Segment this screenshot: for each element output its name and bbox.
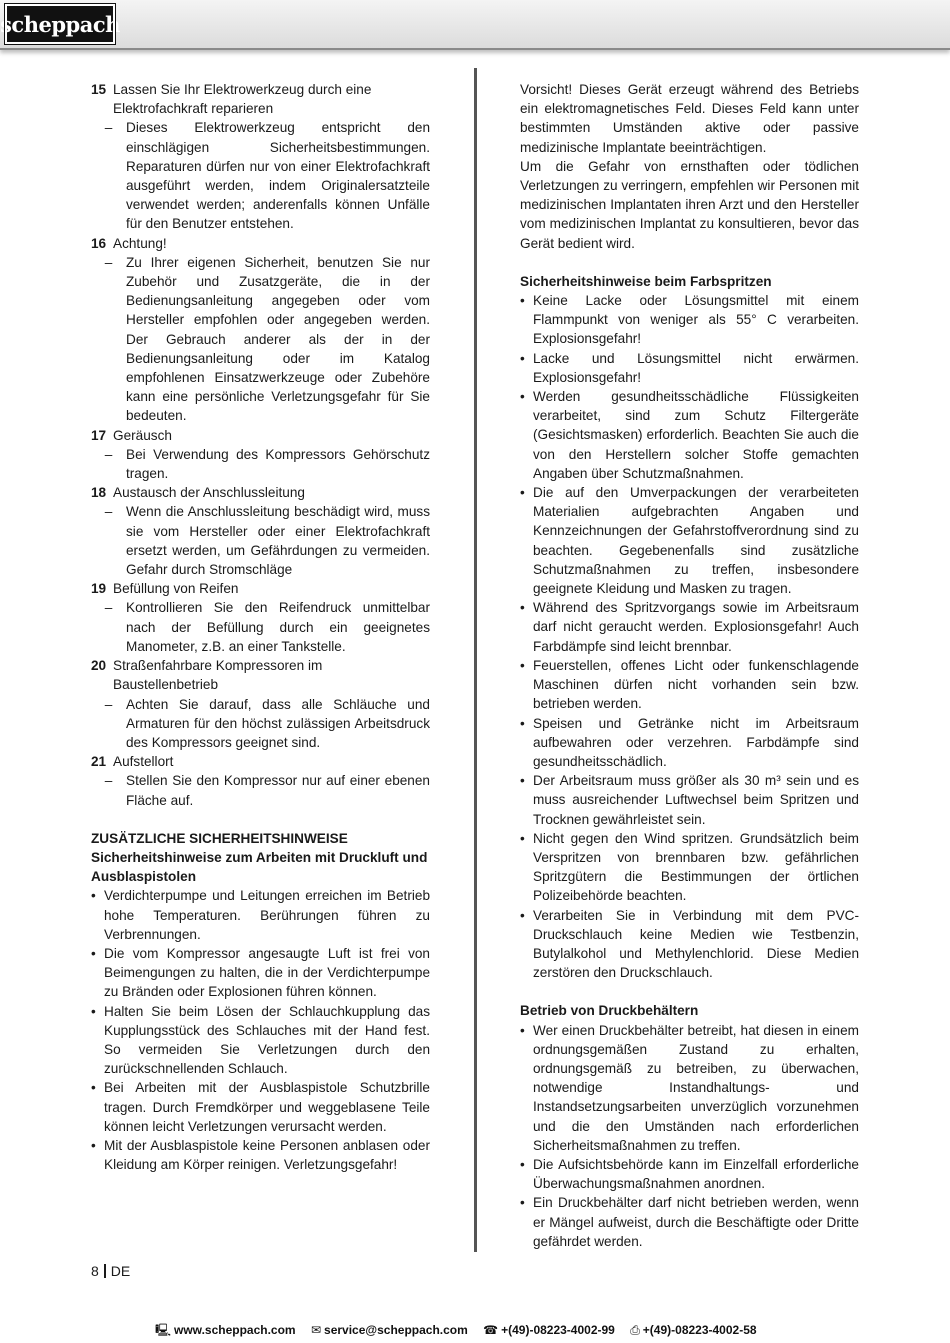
bullet-marker: • [91,1080,96,1096]
item-number: 18 [91,485,107,501]
bullet-text: Während des Spritzvorgangs sowie im Arbeitsraum darf nicht geraucht werden. Explosionsgefahr! Auch Farbdämpfe sind leicht brennbar. [533,600,859,654]
bullet-item [520,1193,859,1251]
item-detail-text: Stellen Sie den Kompressor nur auf einer ebenen Fläche auf. [126,773,430,808]
bullet-text: Verarbeiten Sie in Verbindung mit dem PVC-Druckschlauch keine Medien wie Testbenzin, Butylalkohol und Methylenchlorid. Diese Medien zerstören den Druckschlauch. [533,907,859,981]
item-title: Austausch der Anschlussleitung [113,485,305,501]
bullet-marker: • [520,600,525,616]
page-number-value: 8 [91,1263,99,1279]
page-number [91,1262,130,1280]
item-number: 15 [91,82,107,97]
bullet-item [91,1078,430,1136]
item-detail-text: Wenn die Anschlussleitung beschädigt wird, muss sie vom Hersteller oder einer Elektrofachkraft ersetzt werden, um Gefährdungen zu vermeiden. Gefahr durch Stromschläge [126,504,430,578]
paint-spraying-heading: Sicherheitshinweise beim Farbspritzen [520,273,772,289]
page-number-separator [104,1264,106,1278]
bullet-marker: • [520,715,525,731]
dash-marker: – [104,254,113,270]
bullet-text: Speisen und Getränke nicht im Arbeitsraum aufbewahren oder verzehren. Farbdämpfe sind gesundheitsschädlich. [533,715,859,769]
bullet-text: Lacke und Lösungsmittel nicht erwärmen. Explosionsgefahr! [533,350,859,385]
item-title: Straßenfahrbare Kompressoren im Baustellenbetrieb [113,658,323,693]
scheppach-logo: scheppach [5,4,115,44]
item-title: Achtung! [113,235,167,251]
bullet-marker: • [520,1022,525,1038]
item-detail [91,771,430,809]
item-number: 17 [91,427,107,443]
right-column [520,80,859,1251]
footer-fax: +(49)-08223-4002-58 [642,1323,757,1337]
bullet-text: Halten Sie beim Lösen der Schlauchkupplung das Kupplungsstück des Schlauches mit der Hand fest. So vermeiden Sie Verletzungen durch den zurückschnellenden Schlauch. [104,1003,430,1077]
bullet-text: Verdichterpumpe und Leitungen erreichen im Betrieb hohe Temperaturen. Berührungen führen zu Verbrennungen. [104,888,430,942]
bullet-text: Nicht gegen den Wind spritzen. Grundsätzlich beim Verspritzen von brennbaren bzw. gefährlichen Spritzgütern die Bestimmungen der örtlichen Polizeibehörde beachten. [533,830,859,904]
item-detail [91,445,430,483]
bullet-marker: • [520,830,525,846]
footer-phone: +(49)-08223-4002-99 [501,1323,615,1337]
bullet-text: Der Arbeitsraum muss größer als 30 m³ sein und es muss ausreichender Luftwechsel beim Spritzen und Trocknen gewährleistet sein. [533,773,859,827]
numbered-item [91,752,430,771]
item-number: 20 [91,658,107,674]
section-heading: ZUSÄTZLICHE SICHERHEITSHINWEISE [91,830,348,846]
bullet-item [520,349,859,387]
bullet-item [520,291,859,349]
bullet-marker: • [520,350,525,366]
bullet-item [520,771,859,829]
item-detail [91,598,430,656]
computer-icon: 🖳 [155,1323,172,1337]
numbered-item [91,80,430,118]
numbered-item [91,579,430,598]
bullet-marker: • [520,1156,525,1172]
mail-icon: ✉ [310,1323,322,1337]
item-number: 21 [91,754,107,770]
bullet-text: Mit der Ausblaspistole keine Personen anblasen oder Kleidung am Körper reinigen. Verletzungsgefahr! [104,1137,430,1173]
bullet-item [91,1002,430,1079]
item-title: Befüllung von Reifen [113,581,239,597]
header-bar [0,0,950,50]
bullet-marker: • [520,293,525,309]
item-number: 16 [91,235,107,251]
bullet-item [91,944,430,1002]
bullet-item [520,656,859,714]
bullet-text: Die Aufsichtsbehörde kann im Einzelfall erforderliche Überwachungsmaßnahmen anordnen. [533,1156,859,1192]
bullet-text: Bei Arbeiten mit der Ausblaspistole Schutzbrille tragen. Durch Fremdkörper und weggeblasene Teile können leicht Verletzungen verursacht werden. [104,1080,430,1134]
pressure-vessel-heading: Betrieb von Druckbehältern [520,1003,699,1019]
bullet-item [520,598,859,656]
dash-marker: – [104,600,113,616]
fax-icon: ⎙ [630,1323,640,1337]
item-detail [91,695,430,753]
numbered-item [91,234,430,253]
phone-icon: ☎ [483,1323,499,1337]
bullet-text: Keine Lacke oder Lösungsmittel mit einem Flammpunkt von weniger als 55° C verarbeiten. Explosionsgefahr! [533,293,859,347]
bullet-marker: • [91,945,96,961]
bullet-marker: • [520,485,525,501]
dash-marker: – [104,773,113,789]
bullet-marker: • [520,773,525,789]
bullet-item [91,1136,430,1174]
footer-email[interactable]: service@scheppach.com [324,1323,468,1337]
bullet-marker: • [520,657,525,673]
bullet-marker: • [520,1195,525,1211]
bullet-marker: • [520,907,525,923]
dash-marker: – [104,696,113,712]
item-title: Aufstellort [113,754,174,770]
dash-marker: – [104,446,113,462]
bullet-marker: • [91,888,96,904]
bullet-text: Ein Druckbehälter darf nicht betrieben werden, wenn er Mängel aufweist, durch die Beschäftigte oder Dritte gefährdet werden. [533,1195,859,1249]
item-title: Lassen Sie Ihr Elektrowerkzeug durch eine Elektrofachkraft reparieren [113,82,372,117]
numbered-list [91,80,430,810]
dash-marker: – [104,504,113,520]
bullet-text: Wer einen Druckbehälter betreibt, hat diesen in einem ordnungsgemäßen Zustand zu erhalten, ordnungsgemäß zu betreiben, zu überwachen, notwendige Instandhaltungs- und Instandsetzungsarbeiten unverzüglich vorzunehmen und die den Umständen nach erforderlichen Sicherheitsmaßnahmen zu treffen. [533,1022,859,1153]
item-detail [91,502,430,579]
dash-marker: – [104,120,113,136]
item-title: Geräusch [113,427,172,443]
left-column [91,80,430,1174]
item-number: 19 [91,581,107,597]
bullet-marker: • [91,1003,96,1019]
bullet-list [91,886,430,1174]
item-detail-text: Kontrollieren Sie den Reifendruck unmittelbar nach der Befüllung durch ein geeignetes Manometer, z.B. an einer Tankstelle. [126,600,430,654]
emf-warning-paragraph: Vorsicht! Dieses Gerät erzeugt während des Betriebs ein elektromagnetisches Feld. Dieses Feld kann unter bestimmten Umständen aktive oder passive medizinische Implantate beeinträchtigen. [520,82,859,155]
bullet-item [91,886,430,944]
pressure-vessel-bullet-list [520,1021,859,1251]
column-divider [474,68,477,1252]
bullet-item [520,1155,859,1193]
bullet-text: Die vom Kompressor angesaugte Luft ist frei von Beimengungen zu halten, die in der Verdichterpumpe zu Bränden oder Explosionen führen können. [104,945,430,1000]
item-detail [91,118,430,233]
numbered-item [91,483,430,502]
page-language: DE [110,1263,131,1279]
bullet-item [520,906,859,983]
item-detail-text: Bei Verwendung des Kompressors Gehörschutz tragen. [126,446,430,482]
implant-advice-paragraph: Um die Gefahr von ernsthaften oder tödlichen Verletzungen zu verringern, empfehlen wir Personen mit medizinischen Implantaten ihren Arzt und den Hersteller vom medizinischen Implantat zu konsultieren, bevor das Gerät bedient wird. [520,158,859,251]
bullet-item [520,1021,859,1155]
item-detail [91,253,430,426]
paint-bullet-list [520,291,859,982]
bullet-text: Feuerstellen, offenes Licht oder funkenschlagende Maschinen dürfen nicht vorhanden sein bzw. betrieben werden. [533,657,859,712]
bullet-item [520,829,859,906]
bullet-text: Die auf den Umverpackungen der verarbeiteten Materialien aufgebrachten Angaben und Kennzeichnungen der Gefahrstoffverordnung sind zu beachten. Gegebenenfalls sind zusätzliche Schutzmaßnahmen zu treffen, insbesondere geeignete Kleidung und Masken zu tragen. [533,485,859,597]
bullet-marker: • [91,1137,96,1153]
bullet-item [520,387,859,483]
item-detail-text: Achten Sie darauf, dass alle Schläuche und Armaturen für den höchst zulässigen Arbeitsdruck des Kompressors geeignet sind. [126,696,430,750]
item-detail-text: Dieses Elektrowerkzeug entspricht den einschlägigen Sicherheitsbestimmungen. Reparaturen dürfen nur von einer Elektrofachkraft ausgeführt werden, indem Originalersatzteile verwendet werden; anderenfalls können Unfälle für den Benutzer entstehen. [126,120,430,232]
bullet-item [520,714,859,772]
footer-contacts [155,1322,769,1338]
bullet-marker: • [520,389,525,405]
item-detail-text: Zu Ihrer eigenen Sicherheit, benutzen Sie nur Zubehör und Zusatzgeräte, die in der Bedienungsanleitung angegeben oder vom Hersteller empfohlen oder angegeben werden. Der Gebrauch anderer als der in der Bedienungsanleitung oder im Katalog empfohlenen Einsatzwerkzeuge oder Zubehöre kann eine persönliche Verletzungsgefahr für Sie bedeuten. [126,254,430,424]
section-subheading: Sicherheitshinweise zum Arbeiten mit Druckluft und Ausblaspistolen [91,849,428,885]
bullet-item [520,483,859,598]
numbered-item [91,656,430,694]
bullet-text: Werden gesundheitsschädliche Flüssigkeiten verarbeitet, sind zum Schutz Filtergeräte (Gesichtsmasken) erforderlich. Beachten Sie auch die von den Herstellern solcher Stoffe gemachten Angaben über Schutzmaßnahmen. [533,389,859,481]
footer-website[interactable]: www.scheppach.com [174,1323,296,1337]
numbered-item [91,426,430,445]
